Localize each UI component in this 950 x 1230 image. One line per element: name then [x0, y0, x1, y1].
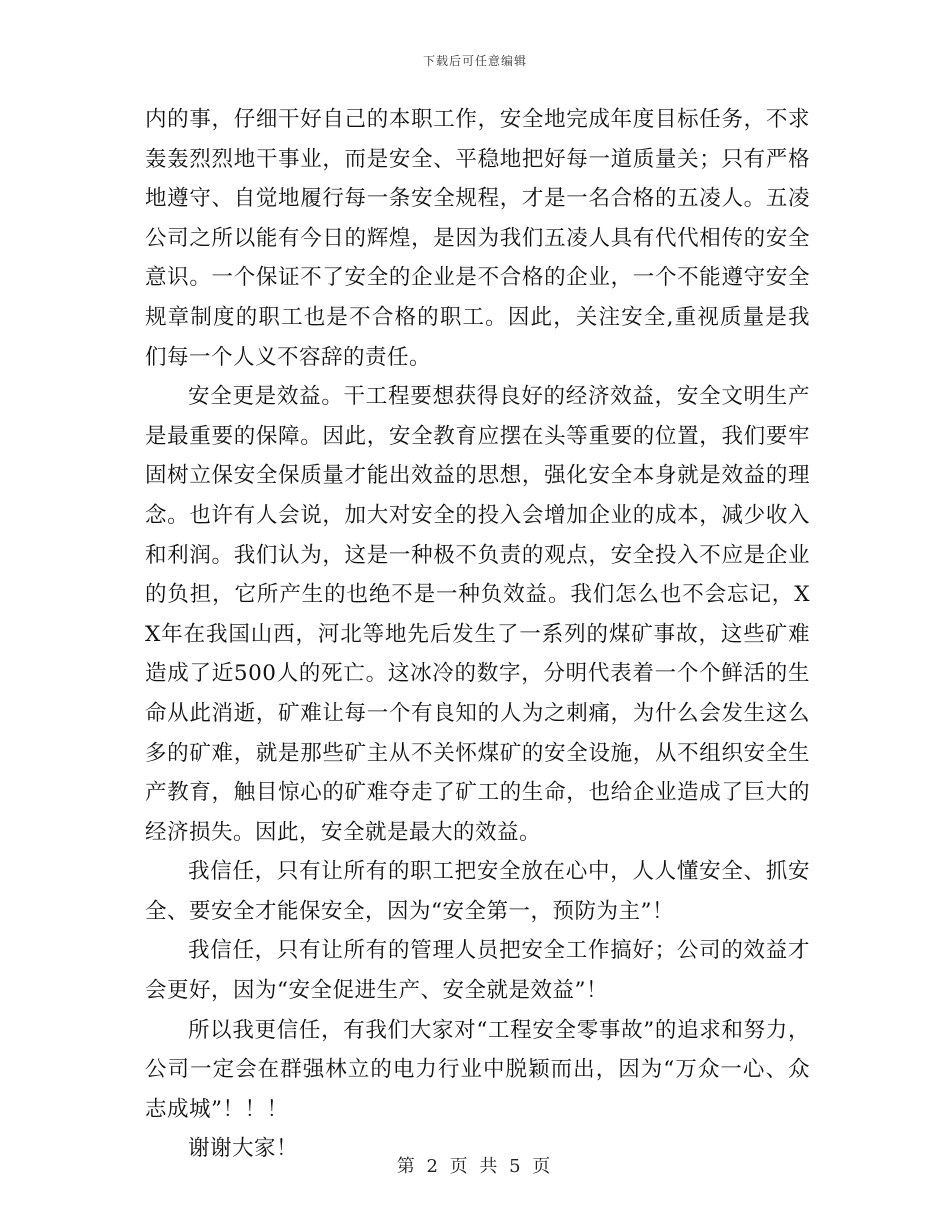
page-number: 第 2 页 共 5 页 [396, 1156, 554, 1177]
paragraph-3: 我信任，只有让所有的职工把安全放在心中，人人懂安全、抓安全、要安全才能保安全，因为“安全第一，预防为主”！ [145, 859, 810, 924]
paragraph-2: 安全更是效益。干工程要想获得良好的经济效益，安全文明生产是最重要的保障。因此，安全教育应摆在头等重要的位置，我们要牢固树立保安全保质量才能出效益的思想，强化安全本身就是效益的理念。也许有人会说，加大对安全的投入会增加企业的成本，减少收入和利润。我们认为，这是一种极不负责的观点，安全投入不应是企业的负担，它所产生的也绝不是一种负效益。我们怎么也不会忘记，XX年在我国山西，河北等地先后发生了一系列的煤矿事故，这些矿难造成了近500人的死亡。这冰冷的数字，分明代表着一个个鲜活的生命从此消逝，矿难让每一个有良知的人为之刺痛，为什么会发生这么多的矿难，就是那些矿主从不关怀煤矿的安全设施，从不组织安全生产教育，触目惊心的矿难夺走了矿工的生命，也给企业造成了巨大的经济损失。因此，安全就是最大的效益。 [145, 384, 810, 845]
paragraph-5: 所以我更信任，有我们大家对“工程安全零事故”的追求和努力，公司一定会在群强林立的电力行业中脱颖而出，因为“万众一心、众志成城”！！！ [145, 1017, 810, 1122]
page-header: 下载后可任意编辑 [422, 54, 527, 68]
paragraph-6: 谢谢大家！ [188, 1136, 299, 1162]
paragraph-4: 我信任，只有让所有的管理人员把安全工作搞好；公司的效益才会更好，因为“安全促进生产、安全就是效益”！ [145, 938, 810, 1004]
document-body [145, 100, 810, 1169]
paragraph-1: 内的事，仔细干好自己的本职工作，安全地完成年度目标任务，不求轰轰烈烈地干事业，而是安全、平稳地把好每一道质量关；只有严格地遵守、自觉地履行每一条安全规程，才是一名合格的五凌人。五凌公司之所以能有今日的辉煌，是因为我们五凌人具有代代相传的安全意识。一个保证不了安全的企业是不合格的企业，一个不能遵守安全规章制度的职工也是不合格的职工。因此，关注安全,重视质量是我们每一个人义不容辞的责任。 [145, 107, 810, 370]
